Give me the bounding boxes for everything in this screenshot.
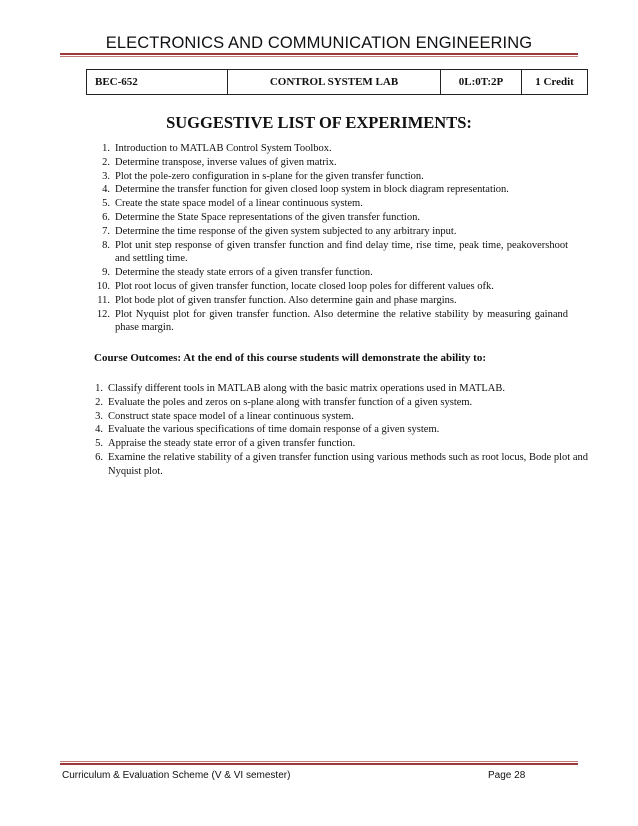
item-number: 4. bbox=[102, 184, 110, 196]
list-item bbox=[90, 197, 568, 211]
list-item bbox=[90, 266, 568, 280]
experiments-heading: SUGGESTIVE LIST OF EXPERIMENTS: bbox=[166, 113, 472, 132]
course-info-row bbox=[87, 70, 588, 95]
list-item bbox=[80, 410, 588, 424]
item-number: 8. bbox=[102, 239, 110, 251]
list-item bbox=[90, 142, 568, 156]
footer-page-number: Page 28 bbox=[488, 770, 526, 781]
item-number: 2. bbox=[95, 396, 103, 408]
list-item bbox=[90, 156, 568, 170]
item-number: 12. bbox=[96, 308, 110, 320]
item-text: Plot the pole-zero configuration in s-plane for the given transfer function. bbox=[115, 170, 424, 182]
list-item bbox=[90, 170, 568, 184]
item-number: 4. bbox=[95, 424, 103, 436]
list-item bbox=[90, 183, 568, 197]
item-number: 3. bbox=[95, 410, 103, 422]
item-text: Determine the State Space representations of the given transfer function. bbox=[115, 211, 420, 223]
list-item bbox=[90, 294, 568, 308]
item-text: Appraise the steady state error of a given transfer function. bbox=[108, 438, 356, 450]
item-text: Plot unit step response of given transfer function and find delay time, rise time, peak time, peakovershoot and settling time. bbox=[115, 239, 568, 265]
course-name: CONTROL SYSTEM LAB bbox=[228, 70, 441, 95]
item-number: 6. bbox=[102, 211, 110, 223]
experiment-list bbox=[90, 142, 568, 335]
footer-rule bbox=[60, 761, 578, 765]
item-text: Evaluate the poles and zeros on s-plane along with transfer function of a given system. bbox=[108, 396, 473, 408]
course-ltp: 0L:0T:2P bbox=[441, 70, 522, 95]
item-number: 2. bbox=[102, 156, 110, 168]
course-credits: 1 Credit bbox=[522, 70, 588, 95]
page-header-title: ELECTRONICS AND COMMUNICATION ENGINEERING bbox=[105, 34, 533, 52]
item-text: Create the state space model of a linear continuous system. bbox=[115, 198, 363, 210]
item-number: 7. bbox=[102, 225, 110, 237]
list-item bbox=[80, 451, 588, 479]
list-item bbox=[90, 280, 568, 294]
item-number: 10. bbox=[96, 280, 110, 292]
item-text: Determine the time response of the given system subjected to any arbitrary input. bbox=[115, 225, 457, 237]
item-text: Construct state space model of a linear continuous system. bbox=[108, 410, 354, 422]
item-text: Plot bode plot of given transfer function. Also determine gain and phase margins. bbox=[115, 294, 457, 306]
item-number: 1. bbox=[95, 383, 103, 394]
item-number: 11. bbox=[97, 294, 110, 306]
list-item bbox=[90, 225, 568, 239]
item-text: Evaluate the various specifications of time domain response of a given system. bbox=[108, 424, 440, 436]
item-text: Introduction to MATLAB Control System Toolbox. bbox=[115, 143, 332, 154]
list-item bbox=[80, 396, 588, 410]
item-text: Plot root locus of given transfer function, locate closed loop poles for different values ofk. bbox=[115, 280, 494, 292]
outcome-list bbox=[80, 382, 588, 479]
item-text: Examine the relative stability of a given transfer function using various methods such as root locus, Bode plot and Nyquist plot. bbox=[108, 451, 588, 477]
list-item bbox=[90, 211, 568, 225]
list-item bbox=[90, 308, 568, 336]
item-text: Plot Nyquist plot for given transfer function. Also determine the relative stability by measuring gainand phase margin. bbox=[115, 308, 568, 334]
item-text: Determine the transfer function for given closed loop system in block diagram representation. bbox=[115, 184, 509, 196]
item-text: Determine the steady state errors of a given transfer function. bbox=[115, 267, 373, 279]
course-code: BEC-652 bbox=[87, 70, 228, 95]
list-item bbox=[80, 423, 588, 437]
list-item bbox=[90, 239, 568, 267]
item-number: 5. bbox=[95, 438, 103, 450]
item-number: 9. bbox=[102, 267, 110, 279]
list-item bbox=[80, 437, 588, 451]
item-number: 6. bbox=[95, 451, 103, 463]
footer-scheme-text: Curriculum & Evaluation Scheme (V & VI semester) bbox=[62, 770, 291, 781]
item-text: Determine transpose, inverse values of given matrix. bbox=[115, 156, 337, 168]
item-number: 3. bbox=[102, 170, 110, 182]
outcomes-heading: Course Outcomes: At the end of this course students will demonstrate the ability to: bbox=[94, 352, 486, 364]
course-info-table bbox=[86, 69, 588, 95]
item-number: 5. bbox=[102, 198, 110, 210]
item-text: Classify different tools in MATLAB along with the basic matrix operations used in MATLAB. bbox=[108, 383, 506, 394]
item-number: 1. bbox=[102, 143, 110, 154]
list-item bbox=[80, 382, 588, 396]
